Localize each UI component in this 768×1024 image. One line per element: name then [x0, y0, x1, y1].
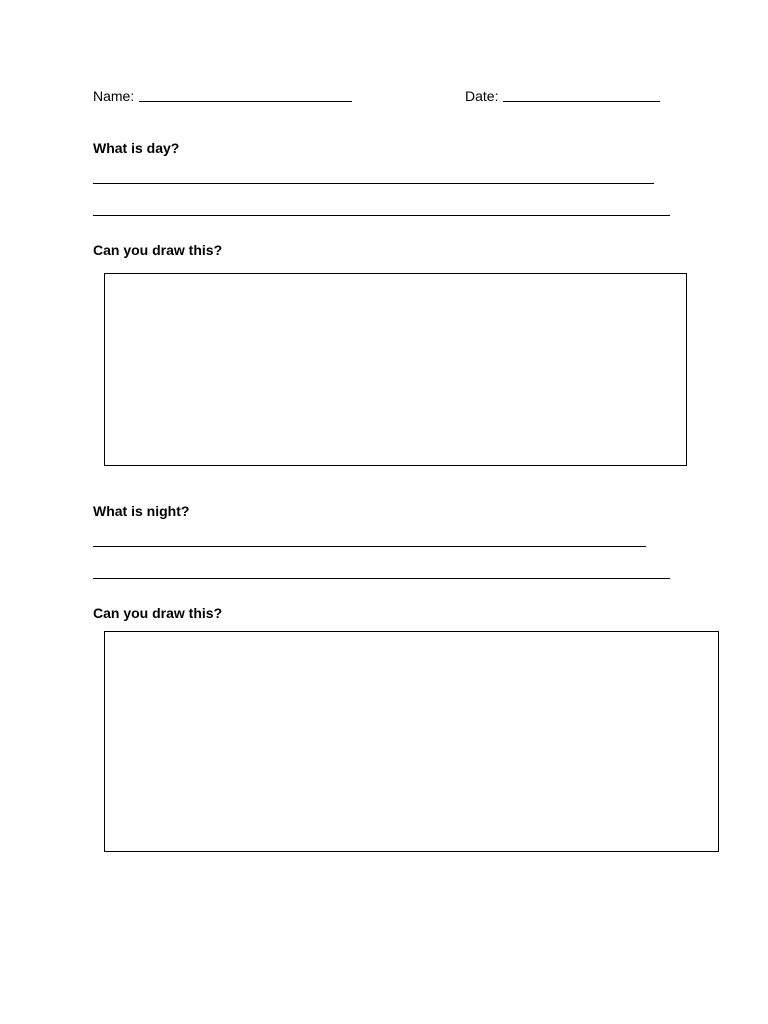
name-field[interactable] — [139, 101, 352, 102]
answer-line-day-2[interactable] — [93, 215, 670, 216]
question-day: What is day? — [93, 140, 180, 156]
draw-prompt-day: Can you draw this? — [93, 242, 223, 258]
answer-line-day-1[interactable] — [93, 183, 654, 184]
date-label: Date: — [465, 88, 499, 104]
answer-line-night-1[interactable] — [93, 546, 646, 547]
drawing-box-night[interactable] — [104, 631, 719, 852]
answer-line-night-2[interactable] — [93, 578, 670, 579]
question-night: What is night? — [93, 503, 190, 519]
drawing-box-day[interactable] — [104, 273, 687, 466]
name-label: Name: — [93, 88, 135, 104]
draw-prompt-night: Can you draw this? — [93, 605, 223, 621]
date-field[interactable] — [503, 101, 660, 102]
